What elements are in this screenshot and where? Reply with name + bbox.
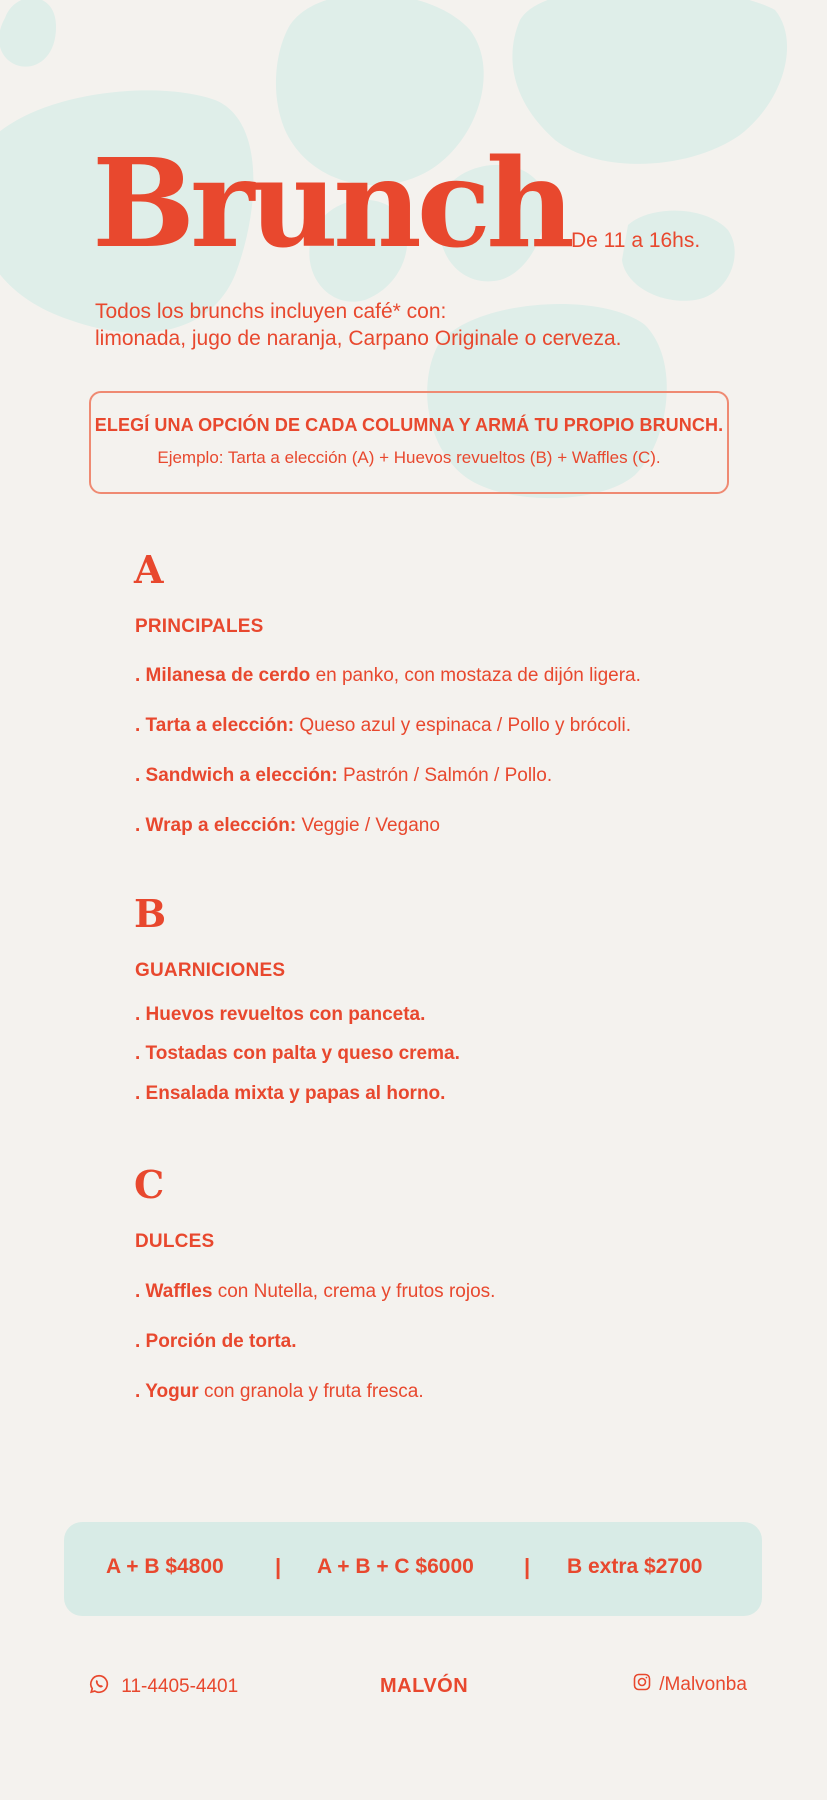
- intro-text: [95, 298, 622, 352]
- item-name: . Sandwich a elección:: [135, 765, 338, 786]
- section-heading-guarniciones: GUARNICIONES: [135, 960, 286, 981]
- instruction-title: ELEGÍ UNA OPCIÓN DE CADA COLUMNA Y ARMÁ TU PROPIO BRUNCH.: [94, 415, 724, 435]
- menu-item: [135, 715, 631, 737]
- item-name: . Huevos revueltos con panceta.: [135, 1004, 426, 1025]
- section-letter-b: B: [134, 891, 167, 936]
- whatsapp-icon: [88, 1673, 110, 1701]
- hours-label: De 11 a 16hs.: [571, 229, 701, 252]
- section-heading-dulces: DULCES: [135, 1231, 215, 1252]
- item-desc: Veggie / Vegano: [296, 815, 440, 836]
- price-combo-ab: A + B $4800: [106, 1555, 224, 1578]
- section-letter-c: C: [134, 1162, 165, 1207]
- item-desc: con granola y fruta fresca.: [198, 1381, 424, 1402]
- menu-item: [135, 1043, 460, 1065]
- item-name: . Waffles: [135, 1281, 213, 1302]
- item-name: . Tarta a elección:: [135, 715, 295, 736]
- menu-item: [135, 665, 641, 687]
- price-separator: |: [275, 1554, 282, 1579]
- instruction-box: [89, 391, 729, 494]
- menu-item: [135, 1004, 425, 1026]
- menu-item: [135, 1083, 445, 1105]
- page-title: Brunch: [92, 131, 570, 275]
- price-separator: |: [524, 1554, 531, 1579]
- item-name: . Yogur: [135, 1381, 199, 1402]
- instagram-icon: [632, 1672, 652, 1698]
- instagram-handle: /Malvonba: [659, 1674, 747, 1695]
- instagram-link[interactable]: [632, 1672, 747, 1698]
- item-name: . Milanesa de cerdo: [135, 665, 311, 686]
- item-desc: Queso azul y espinaca / Pollo y brócoli.: [294, 715, 632, 736]
- price-b-extra: B extra $2700: [567, 1555, 703, 1578]
- price-box: [64, 1522, 762, 1616]
- instruction-example: Ejemplo: Tarta a elección (A) + Huevos revueltos (B) + Waffles (C).: [157, 448, 661, 467]
- menu-item: [135, 1331, 297, 1353]
- item-name: . Porción de torta.: [135, 1331, 297, 1352]
- menu-item: [135, 1281, 495, 1303]
- section-letter-a: A: [134, 547, 164, 592]
- section-heading-principales: PRINCIPALES: [135, 616, 264, 637]
- menu-item: [135, 815, 440, 837]
- item-desc: Pastrón / Salmón / Pollo.: [337, 765, 553, 786]
- intro-line: limonada, jugo de naranja, Carpano Originale o cerveza.: [95, 327, 622, 350]
- item-name: . Wrap a elección:: [135, 815, 297, 836]
- phone-number: 11-4405-4401: [121, 1676, 239, 1697]
- menu-item: [135, 765, 552, 787]
- brand-logo: MALVÓN: [380, 1675, 469, 1697]
- price-combo-abc: A + B + C $6000: [317, 1555, 474, 1578]
- item-name: . Tostadas con palta y queso crema.: [135, 1043, 460, 1064]
- item-name: . Ensalada mixta y papas al horno.: [135, 1083, 446, 1104]
- menu-item: [135, 1381, 424, 1403]
- item-desc: en panko, con mostaza de dijón ligera.: [310, 665, 641, 686]
- intro-line: Todos los brunchs incluyen café* con:: [95, 300, 447, 323]
- item-desc: con Nutella, crema y frutos rojos.: [212, 1281, 496, 1302]
- phone-contact[interactable]: [88, 1673, 238, 1701]
